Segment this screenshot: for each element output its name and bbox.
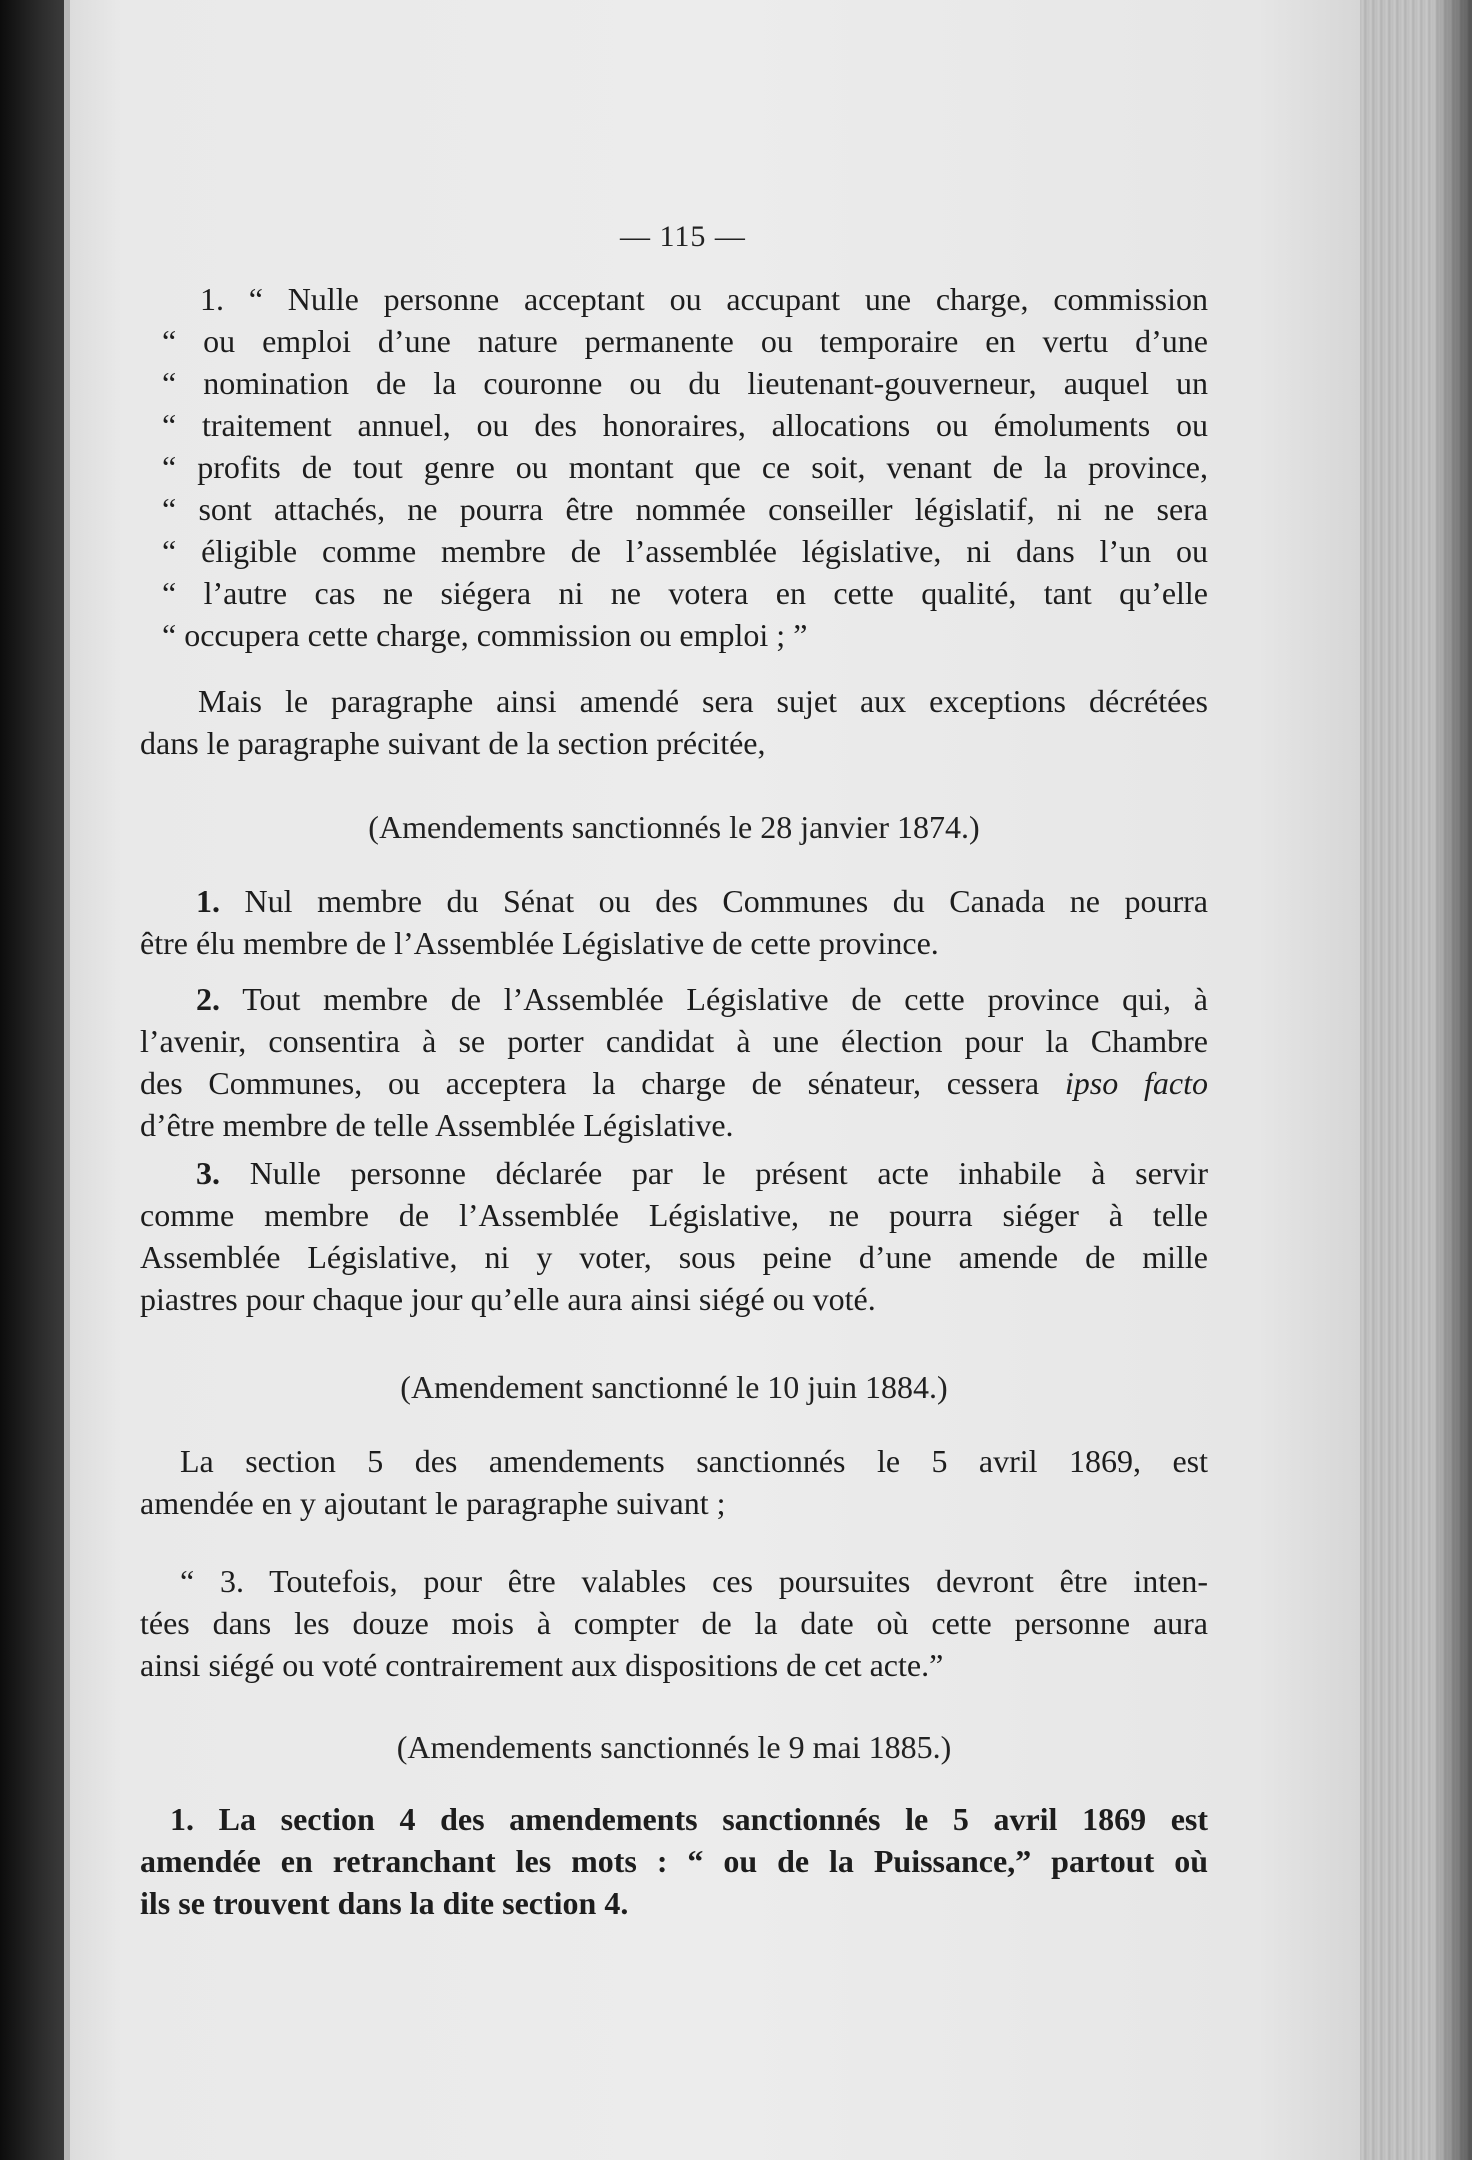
item-number: 1. <box>196 883 220 919</box>
text-line: l’avenir, consentira à se porter candidat à une élection pour la Chambre <box>140 1023 1208 1059</box>
item-text: des Communes, ou acceptera la charge de sénateur, cessera <box>140 1065 1040 1101</box>
text-line: “ occupera cette charge, commission ou emploi ; ” <box>162 617 808 653</box>
quote-paragraph <box>140 278 1208 656</box>
text-line: être élu membre de l’Assemblée Législative de cette province. <box>140 925 939 961</box>
mais-paragraph <box>140 680 1208 764</box>
text-line <box>140 880 1208 922</box>
item-number: 2. <box>196 981 220 1017</box>
heading-1874: (Amendements sanctionnés le 28 janvier 1874.) <box>368 809 980 845</box>
text-line: amendée en y ajoutant le paragraphe suivant ; <box>140 1485 726 1521</box>
text-line: 1. “ Nulle personne acceptant ou accupant une charge, commission <box>200 281 1208 317</box>
text-line: “ 3. Toutefois, pour être valables ces poursuites devront être inten- <box>180 1563 1208 1599</box>
item-text: La section 4 des amendements sanctionnés le 5 avril 1869 est <box>218 1801 1209 1837</box>
text-line: “ nomination de la couronne ou du lieutenant-gouverneur, auquel un <box>162 365 1208 401</box>
item-number: 3. <box>196 1155 220 1191</box>
text-line: comme membre de l’Assemblée Législative, ne pourra siéger à telle <box>140 1197 1208 1233</box>
text-line: ils se trouvent dans la dite section 4. <box>140 1885 629 1921</box>
text-line <box>140 1062 1208 1104</box>
toutefois-paragraph <box>140 1560 1208 1686</box>
item-1874-3 <box>140 1152 1208 1320</box>
text-line: amendée en retranchant les mots : “ ou de la Puissance,” partout où <box>140 1843 1208 1879</box>
text-line: “ ou emploi d’une nature permanente ou temporaire en vertu d’une <box>162 323 1208 359</box>
text-line: La section 5 des amendements sanctionnés le 5 avril 1869, est <box>180 1443 1208 1479</box>
text-line: “ profits de tout genre ou montant que ce soit, venant de la province, <box>162 449 1208 485</box>
text-line: “ l’autre cas ne siégera ni ne votera en cette qualité, tant qu’elle <box>162 575 1208 611</box>
text-line: d’être membre de telle Assemblée Législative. <box>140 1107 734 1143</box>
heading-1884: (Amendement sanctionné le 10 juin 1884.) <box>400 1369 948 1405</box>
text-line: “ traitement annuel, ou des honoraires, allocations ou émoluments ou <box>162 407 1208 443</box>
text-line <box>140 978 1208 1020</box>
page-stack-edge <box>1360 0 1472 2160</box>
text-line: piastres pour chaque jour qu’elle aura ainsi siégé ou voté. <box>140 1281 876 1317</box>
item-1874-1 <box>140 880 1208 964</box>
item-text: Tout membre de l’Assemblée Législative de cette province qui, à <box>242 981 1209 1017</box>
text-line: “ éligible comme membre de l’assemblée législative, ni dans l’un ou <box>162 533 1208 569</box>
italic-phrase: ipso facto <box>1064 1065 1209 1101</box>
item-text: Nulle personne déclarée par le présent acte inhabile à servir <box>249 1155 1209 1191</box>
item-text: Nul membre du Sénat ou des Communes du Canada ne pourra <box>244 883 1209 919</box>
book-spine-shadow <box>0 0 64 2160</box>
text-line: ainsi siégé ou voté contrairement aux dispositions de cet acte.” <box>140 1647 944 1683</box>
text-line <box>140 1798 1208 1840</box>
section5-paragraph <box>140 1440 1208 1524</box>
item-1885-1 <box>140 1798 1208 1924</box>
heading-1885: (Amendements sanctionnés le 9 mai 1885.) <box>396 1729 952 1765</box>
text-line <box>140 1152 1208 1194</box>
text-line: tées dans les douze mois à compter de la date où cette personne aura <box>140 1605 1208 1641</box>
text-line: Assemblée Législative, ni y voter, sous peine d’une amende de mille <box>140 1239 1208 1275</box>
page-number: — 115 — <box>620 220 746 253</box>
text-line: “ sont attachés, ne pourra être nommée conseiller législatif, ni ne sera <box>162 491 1208 527</box>
text-line: dans le paragraphe suivant de la section précitée, <box>140 725 766 761</box>
text-line: Mais le paragraphe ainsi amendé sera sujet aux exceptions décrétées <box>198 683 1208 719</box>
item-number: 1. <box>170 1801 194 1837</box>
item-1874-2 <box>140 978 1208 1146</box>
